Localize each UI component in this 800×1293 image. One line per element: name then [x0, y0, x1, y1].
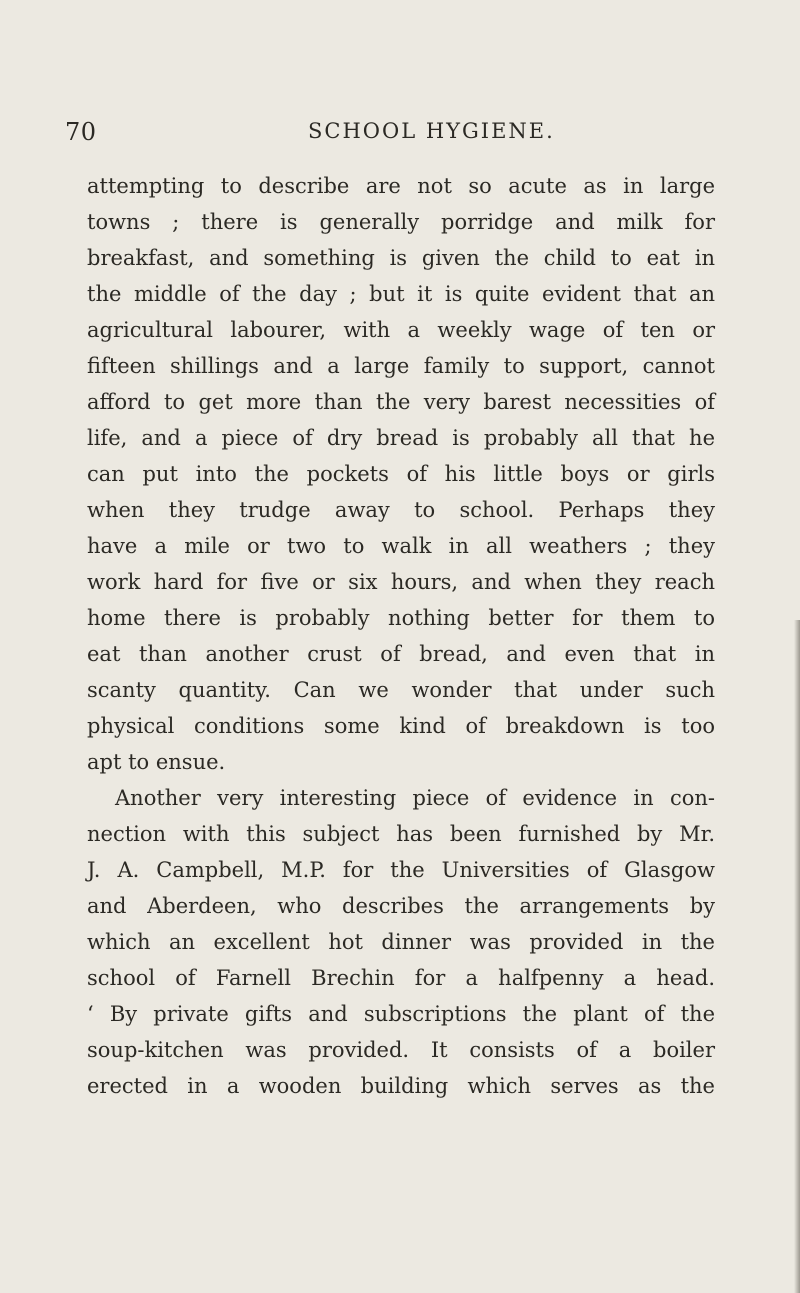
body-text: [87, 168, 715, 1104]
text-line: school of Farnell Brechin for a halfpenny a head.: [87, 966, 715, 990]
text-line: agricultural labourer, with a weekly wage of ten or: [87, 318, 715, 342]
text-line: scanty quantity. Can we wonder that under such: [87, 678, 715, 702]
text-line: attempting to describe are not so acute as in large: [87, 174, 715, 198]
text-line: and Aberdeen, who describes the arrangements by: [87, 894, 715, 918]
text-line: apt to ensue.: [87, 750, 226, 774]
text-line: can put into the pockets of his little boys or girls: [87, 462, 715, 486]
text-line: Another very interesting piece of evidence in con-: [115, 786, 715, 810]
text-line: breakfast, and something is given the child to eat in: [87, 246, 715, 270]
text-line: physical conditions some kind of breakdown is too: [87, 714, 715, 738]
text-line: nection with this subject has been furnished by Mr.: [87, 822, 715, 846]
text-line: when they trudge away to school. Perhaps they: [87, 498, 715, 522]
text-line: ‘ By private gifts and subscriptions the plant of the: [87, 1002, 715, 1026]
running-head: SCHOOL HYGIENE.: [308, 119, 555, 143]
text-line: which an excellent hot dinner was provided in the: [87, 930, 715, 954]
page-edge-shadow: [794, 620, 800, 1293]
text-line: soup-kitchen was provided. It consists of a boiler: [87, 1038, 715, 1062]
text-line: J. A. Campbell, M.P. for the Universities of Glasgow: [87, 858, 715, 882]
text-line: fifteen shillings and a large family to support, cannot: [87, 354, 715, 378]
text-line: towns ; there is generally porridge and milk for: [87, 210, 715, 234]
page-number: 70: [65, 118, 97, 146]
text-line: life, and a piece of dry bread is probably all that he: [87, 426, 715, 450]
text-line: home there is probably nothing better for them to: [87, 606, 715, 630]
text-line: erected in a wooden building which serves as the: [87, 1074, 715, 1098]
text-line: the middle of the day ; but it is quite evident that an: [87, 282, 715, 306]
text-line: eat than another crust of bread, and even that in: [87, 642, 715, 666]
text-line: afford to get more than the very barest necessities of: [87, 390, 715, 414]
text-line: work hard for five or six hours, and when they reach: [87, 570, 715, 594]
text-line: have a mile or two to walk in all weathers ; they: [87, 534, 715, 558]
